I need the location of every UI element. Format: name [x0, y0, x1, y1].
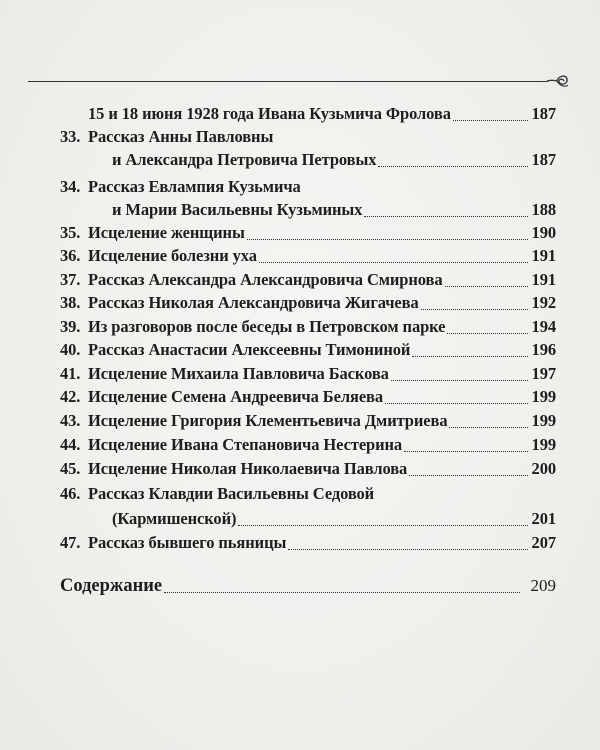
- toc-entry: [0, 269, 600, 291]
- toc-entry-title: Исцеление Николая Николаевича Павлова: [88, 459, 408, 478]
- toc-entry-title: Рассказ Николая Александровича Жигачева: [88, 293, 419, 312]
- toc-entry: [0, 316, 600, 338]
- toc-entry: [0, 176, 600, 198]
- dot-leader: [164, 592, 520, 593]
- toc-entry: [0, 410, 600, 432]
- toc-entry-page: 192: [531, 293, 556, 312]
- toc-entry-page: 197: [531, 364, 556, 383]
- toc-entry-title: Рассказ Евлампия Кузьмича: [88, 177, 301, 196]
- dot-leader: [385, 403, 528, 404]
- dot-leader: [404, 451, 528, 452]
- toc-entry-page: 194: [531, 317, 556, 336]
- dot-leader: [453, 120, 528, 121]
- toc-entry-page: 199: [531, 387, 556, 406]
- contents-page: 209: [530, 576, 556, 595]
- toc-entry: [0, 222, 600, 244]
- toc-entry-number: 38.: [60, 293, 81, 312]
- toc-entry: [0, 292, 600, 314]
- dot-leader: [288, 549, 528, 550]
- toc-entry-title: и Марии Васильевны Кузьминых: [112, 200, 363, 219]
- toc-entry: [0, 126, 600, 148]
- toc-entry-number: 37.: [60, 270, 81, 289]
- dot-leader: [447, 333, 528, 334]
- dot-leader: [247, 239, 528, 240]
- toc-entry-title: Исцеление Михаила Павловича Баскова: [88, 364, 389, 383]
- toc-entry-title: Исцеление Семена Андреевича Беляева: [88, 387, 384, 406]
- toc-entry-number: 34.: [60, 177, 81, 196]
- toc-entry-title: Исцеление болезни уха: [88, 246, 257, 265]
- toc-entry-number: 47.: [60, 533, 81, 552]
- toc-entry-number: 33.: [60, 127, 81, 146]
- toc-entry: [0, 339, 600, 361]
- toc-entry-title: Рассказ Анны Павловны: [88, 127, 274, 146]
- toc-entry: [0, 508, 600, 530]
- toc-entry-title: Исцеление Григория Клементьевича Дмитриева: [88, 411, 448, 430]
- dot-leader: [412, 356, 528, 357]
- toc-entry-number: 35.: [60, 223, 81, 242]
- toc-entry-number: 41.: [60, 364, 81, 383]
- toc-entry-page: 188: [531, 200, 556, 219]
- toc-entry-title: Рассказ Александра Александровича Смирнова: [88, 270, 443, 289]
- dot-leader: [259, 262, 528, 263]
- toc-entry-page: 190: [531, 223, 556, 242]
- toc-entry: [0, 363, 600, 385]
- toc-entry-page: 200: [531, 459, 556, 478]
- toc-entry: [0, 103, 600, 125]
- toc-entry-title: Рассказ Анастасии Алексеевны Тимониной: [88, 340, 411, 359]
- toc-entry-number: 42.: [60, 387, 81, 406]
- toc-entry: [0, 386, 600, 408]
- toc-entry-title: (Кармишенской): [112, 509, 237, 528]
- toc-entry-page: 199: [531, 411, 556, 430]
- dot-leader: [364, 216, 528, 217]
- contents-label: Содержание: [60, 576, 163, 596]
- toc-entry-title: 15 и 18 июня 1928 года Ивана Кузьмича Фролова: [88, 104, 451, 123]
- dot-leader: [445, 286, 529, 287]
- toc-entry-title: Исцеление женщины: [88, 223, 245, 242]
- dot-leader: [391, 380, 528, 381]
- toc-entry-page: 199: [531, 435, 556, 454]
- toc-entry-title: Рассказ Клавдии Васильевны Седовой: [88, 484, 375, 503]
- toc-entry-number: 40.: [60, 340, 81, 359]
- dot-leader: [378, 166, 528, 167]
- toc-entry-page: 201: [531, 509, 556, 528]
- dot-leader: [238, 525, 528, 526]
- toc-entry: [0, 245, 600, 267]
- header-rule: [28, 81, 548, 82]
- toc-entry-title: Из разговоров после беседы в Петровском парке: [88, 317, 446, 336]
- toc-entry-page: 187: [531, 150, 556, 169]
- toc-entry: [0, 532, 600, 554]
- toc-entry-title: Исцеление Ивана Степановича Нестерина: [88, 435, 403, 454]
- toc-entry: [0, 199, 600, 221]
- dot-leader: [409, 475, 528, 476]
- toc-entry-page: 187: [531, 104, 556, 123]
- toc-entry-page: 196: [531, 340, 556, 359]
- dot-leader: [421, 309, 528, 310]
- toc-entry-number: 43.: [60, 411, 81, 430]
- toc-entry-page: 191: [531, 270, 556, 289]
- toc-entry: [0, 483, 600, 505]
- toc-entry-page: 191: [531, 246, 556, 265]
- toc-entry: [0, 458, 600, 480]
- toc-entry-title: Рассказ бывшего пьяницы: [88, 533, 287, 552]
- toc-entry-number: 36.: [60, 246, 81, 265]
- toc-entry: [0, 434, 600, 456]
- flourish-ornament-icon: [546, 71, 570, 91]
- toc-entry-number: 44.: [60, 435, 81, 454]
- dot-leader: [449, 427, 528, 428]
- toc-entry-number: 39.: [60, 317, 81, 336]
- toc-entry-number: 45.: [60, 459, 81, 478]
- toc-contents-entry: [60, 574, 556, 598]
- toc-entry-number: 46.: [60, 484, 81, 503]
- toc-entry: [0, 149, 600, 171]
- toc-entry-title: и Александра Петровича Петровых: [112, 150, 377, 169]
- toc-entry-page: 207: [531, 533, 556, 552]
